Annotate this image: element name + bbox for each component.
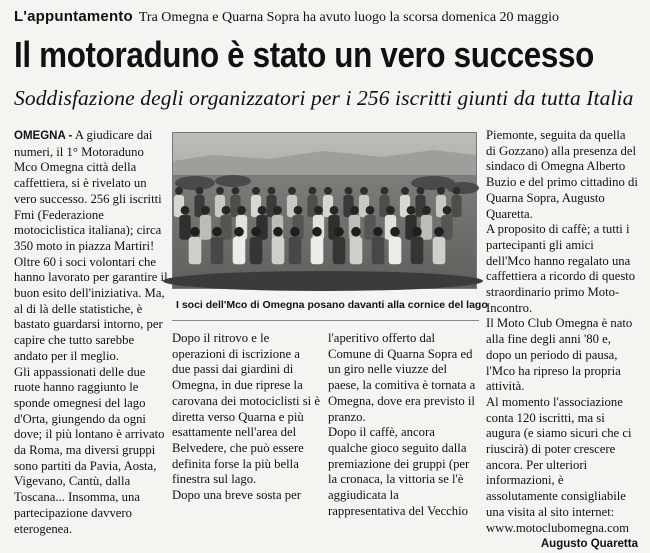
dateline: OMEGNA -	[14, 130, 73, 142]
paragraph: Al momento l'associazione conta 120 iscritti, ma si augura (e siamo sicuri che ci riuscirà) di poter crescere ancora. Per ulteriori informazioni, è assolutamente consigliabile una visita al sito internet: www.motoclubomegna.com	[486, 394, 632, 535]
paragraph	[14, 128, 168, 255]
group-photo	[172, 132, 477, 289]
group-photo-image	[173, 133, 476, 288]
article-column-3	[328, 331, 476, 518]
author-signature: Augusto Quaretta	[540, 538, 638, 551]
subhead: Soddisfazione degli organizzatori per i 256 iscritti giunti da tutta Italia	[14, 86, 634, 110]
paragraph: Dopo il caffè, ancora qualche gioco seguito dalla premiazione dei gruppi (per la cronaca, la vittoria se l'è aggiudicata la rappresentativa del Vecchio	[328, 425, 470, 518]
paragraph: l'aperitivo offerto dal Comune di Quarna Sopra ed un giro nelle viuzze del paese, la comitiva è tornata a Omegna, dove era previsto il pranzo.	[328, 331, 476, 424]
paragraph: Piemonte, seguita da quella di Gozzano) alla presenza del sindaco di Omegna Alberto Buzio e del primo cittadino di Quarna Sopra, Augusto Quaretta.	[486, 128, 638, 221]
paragraph-text: A giudicare dai numeri, il 1° Motoraduno Mco Omegna città della caffettiera, si è rivelato un vero successo. 256 gli iscritti Fmi (Federazione motociclistica italiana); circa 350 moto in piazza Martiri!	[14, 128, 162, 253]
article-column-2	[172, 331, 320, 503]
kicker	[14, 8, 644, 28]
paragraph: Oltre 60 i soci volontari che hanno lavorato per garantire il buon esito dell'iniziativa. Ma, al di là delle statistiche, è bastato guardarsi intorno, per capire che tutto sarebbe andato per il meglio.	[14, 254, 168, 363]
kicker-text: Tra Omegna e Quarna Sopra ha avuto luogo la scorsa domenica 20 maggio	[138, 10, 560, 25]
article-column-1	[14, 128, 168, 536]
paragraph: Il Moto Club Omegna è nato alla fine degli anni '80 e, dopo un periodo di pausa, l'Mco ha ripreso la propria attività.	[486, 316, 633, 394]
headline: Il motoraduno è stato un vero successo	[14, 34, 594, 75]
photo-caption: I soci dell'Mco di Omegna posano davanti alla cornice del lago	[172, 292, 479, 321]
article-column-4	[486, 128, 638, 551]
kicker-label: L'appuntamento	[14, 8, 133, 25]
paragraph: A proposito di caffè; a tutti i partecipanti gli amici dell'Mco hanno regalato una caffettiera a ricordo di questo straordinario primo Moto-Incontro.	[486, 222, 636, 315]
paragraph: Dopo il ritrovo e le operazioni di iscrizione a due passi dai giardini di Omegna, in due riprese la carovana dei motociclisti si è diretta verso Quarna e più esattamente nell'area del Belvedere, che può essere definita forse la più bella finestra sul lago.	[172, 331, 320, 487]
paragraph: Dopo una breve sosta per	[172, 488, 301, 503]
paragraph: Gli appassionati delle due ruote hanno raggiunto le sponde omegnesi del lago d'Orta, giungendo da ogni dove; il più lontano è arrivato da Roma, ma diversi gruppi sono partiti da Pavia, Aosta, Vigevano, Cantù, dalla Toscana... Insomma, una partecipazione davvero eterogenea.	[14, 364, 165, 536]
